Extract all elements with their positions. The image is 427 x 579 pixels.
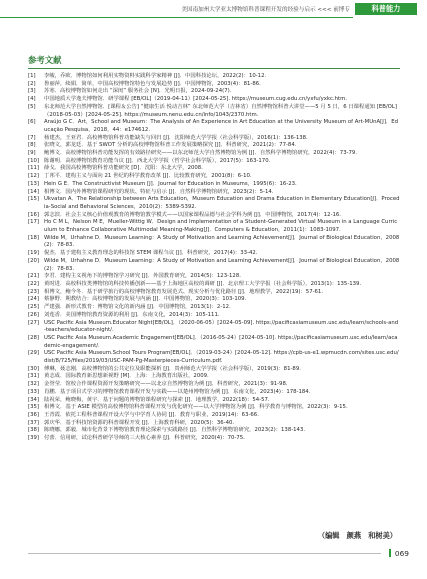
reference-text: Wilde M，Urhahne D．Museum Learning：A Study of Motivation and Learning Achievement[J]．Journal of Biological Education，2008(2)：78-83. (44, 234, 400, 249)
reference-text: 付蕾．信用研，试论科普研学导师的三大核心素养 [J]．科普研究，2020(4)：70-75. (44, 435, 245, 442)
reference-number: [17] (28, 219, 39, 226)
reference-item (28, 281, 400, 289)
reference-number: [9] (28, 150, 36, 157)
reference-number: [29] (28, 350, 39, 357)
reference-text: 黄志成．国际教育新思想新视野 [M]．上海：上海教育出版社，2009. (44, 373, 209, 380)
reference-text: 薛戈．我国高校博物馆科普功能研究 [D]．沈阳：东北大学，2008. (44, 165, 203, 172)
reference-number: [37] (28, 419, 39, 426)
reference-number: [14] (28, 188, 39, 195)
reference-number: [1] (28, 73, 36, 79)
reference-text: 郭庆华．基于科技馆资源的科普课程开发 [J]．上海教育科研，2020(5)：36-40. (44, 419, 235, 426)
reference-item (28, 73, 400, 81)
reference-item (28, 165, 400, 173)
reference-number: [34] (28, 396, 39, 403)
reference-text: Araújo G C．Art，School and Museum：The Analysis of An Experience in Art Education at the University Museum of Art-MUnA[J]．Educação Pesquisa，2018，44：e174612. (44, 119, 399, 133)
reference-number: [23] (28, 288, 39, 295)
reference-text: Ho C M L，Nelson M E，Mueller-Wittig W．Design and Implementation of a Student-Generated Virtual Museum in a Language Curriculum to Enhance Collaborative Multimodal Meaning-Making[J]．Computers & Education，2011(1)：1083-1097. (44, 219, 398, 234)
reference-text: 鲍博文．高校博物馆科普功能发挥的有效路径研究——以东北师范大学自然博物馆为例 [J]．自然科学博物馆研究，2022(4)：73-79. (44, 150, 358, 157)
reference-text: 杨建杰，王亚君．高校博物馆科普功能缺失与回归 [J]．沈阳师范大学学报（社会科学版），2016(1)：136-138. (44, 134, 308, 141)
reference-text: 苏寒．高校博物馆如何走出 “深闺” 服务社会 [N]．光明日报，2024-09-24(7). (44, 88, 232, 95)
reference-item (28, 119, 400, 134)
reference-item (28, 320, 400, 335)
reference-number: [30] (28, 365, 39, 372)
reference-item (28, 296, 400, 304)
reference-number: [3] (28, 88, 36, 95)
reference-item (28, 96, 400, 104)
reference-item (28, 173, 400, 181)
reference-text: 刘莲香．美国博物馆教育资源的利用 [J]．东南文化，2014(3)：105-111. (44, 311, 220, 318)
reference-item (28, 404, 400, 412)
reference-number: [33] (28, 388, 39, 395)
reference-number: [22] (28, 280, 39, 287)
reference-text: 东北师范大学自然博物馆．[课程＆公告] “健康生活 悦动吉林” 东北师范大学（吉林省）自然博物馆科普大讲堂——5 月 5 日，6 日课程通知 [EB/OL]（2018-05-03）[2024-05-25]. https://museum.nenu.edu.cn/info/1043/2370.htm. (44, 103, 397, 118)
reference-item (28, 104, 400, 119)
reference-text: 鲁丽萍，续娟．简单，中国高校博物馆特色与发展趋势 [J]．中国博物馆，2003(4)：81-86. (44, 80, 261, 87)
reference-text: 蔡静野．期教结合：高校博物馆的发展与内涵 [J]．中国博物馆，2020(3)：103-109. (44, 296, 247, 303)
reference-number: [28] (28, 334, 39, 341)
reference-item (28, 427, 400, 435)
reference-text: 王青霞．依托工程科普课程开设大学与中学育人协同 [J]．教育与职业，2019(14)：63-66. (44, 411, 259, 418)
reference-item (28, 181, 400, 189)
reference-number: [7] (28, 134, 36, 141)
reference-number: [27] (28, 319, 39, 326)
reference-item (28, 350, 400, 365)
reference-item (28, 88, 400, 96)
editors-credit: （编辑 颜燕 和树美） (317, 531, 397, 540)
reference-item (28, 373, 400, 381)
reference-number: [16] (28, 211, 39, 218)
reference-item (28, 212, 400, 220)
reference-number: [31] (28, 373, 39, 380)
header-rule (0, 17, 353, 18)
reference-item (28, 335, 400, 350)
reference-item (28, 304, 400, 312)
reference-item (28, 435, 400, 443)
reference-item (28, 250, 400, 258)
reference-item (28, 312, 400, 320)
reference-number: [20] (28, 257, 39, 264)
reference-item (28, 258, 400, 273)
reference-number: [11] (28, 165, 39, 172)
reference-number: [21] (28, 273, 39, 280)
reference-text: Ukvatan A．The Relationship between Arts Education，Museum Education and Drama Education in Elementary Education[J]．Procedia-Social and Behavioral Sciences，2010(2)：5389-5392. (44, 196, 400, 210)
reference-number: [8] (28, 142, 36, 149)
reference-text: Wilde M，Urhahne D．Museum Learning：A Study of Motivation and Learning Achievement[J]．Journal of Biological Education，2008(2)：78-83. (44, 257, 400, 272)
reference-number: [12] (28, 173, 39, 180)
reference-text: USC Pacific Asia Museum.Educator Night[EB/OL]．（2020-06-05）[2024-05-09]. https://pacificasiamuseum.usc.edu/learn/schools-and-teachers/educator-night/. (44, 319, 399, 334)
reference-text: 相博文，鲍今冬．基于研学旅行的高校博物馆教育发展范式、现实分析与优化路径 [J]．地理教学，2022(19)：57-61. (44, 288, 324, 295)
reference-text: USC Pacific Asia Museum.Academic Engagement[EB/OL]．（2016-05-24）[2024-05-10]. https://pacificasiamuseum.usc.edu/learn/academic-engagement/. (44, 334, 398, 349)
reference-text: 严建强．新形式教育：博物馆文化的新内涵 [J]．中国博物馆，2013(1)：2-12. (44, 304, 231, 311)
reference-number: [32] (28, 381, 39, 388)
running-title-section: 前博专 (333, 7, 350, 13)
reference-text: 郭志滨．社会主义核心价值观教育的博物馆教学模式——以国家课程品德与社会学科为例 [J]．中国博物馆，2017(4)：12-16. (44, 211, 341, 218)
reference-text: USC Pacific Asia Museum.School Tours Program[EB/OL]．（2019-03-24）[2024-05-12]. https://cpb-us-e1.wpmucdn.com/sites.usc.edu/dist/8/725/files/2019/03/USC-PAM-Pg-Masterpieces-Curriculum.pdf. (44, 350, 399, 365)
reference-number: [15] (28, 196, 39, 203)
footer-rule (28, 553, 381, 554)
reference-text: 黄时进．高校科技类博物馆的科技传播创新——基于上海地区高校的调研 [J]．北京理工大学学报（社会科学版），2013(1)：135-139. (44, 280, 362, 287)
running-title-text: 美国南加州大学亚太博物馆科普课程开发的经验与启示 (181, 7, 316, 13)
reference-text: 陈晓娜，郭毅．城市化背景下博物馆教育理论探索与实践路径 [J]．自然科学博物馆研究，2023(2)：138-143. (44, 427, 306, 434)
reference-text: 李峻，乔欧．博物馆如何利用实物资料实践科学家精神 [J]．中国科技论坛，2022(2)：10-12. (44, 73, 267, 79)
reference-text: 张晓文，郭龙廷．基于 SWOT 分析的高校博物馆科普工作发展策略探究 [J]．科普研究，2021(2)：77-84. (44, 142, 297, 149)
page-number-bar (389, 549, 391, 557)
references-heading: 参考文献 (28, 55, 62, 65)
reference-number: [25] (28, 304, 39, 311)
reference-number: [2] (28, 80, 36, 87)
reference-text: 肖鹏．基于项目式学习的博物馆教育课程开发与实践——以楚州博物馆为例 [J]．东南文化，2023(4)：178-184. (44, 388, 311, 395)
reference-number: [26] (28, 311, 39, 318)
reference-text: 中国地质大学逸夫博物馆．研学课程 [EB/OL]（2019-04-11）[2024-05-25]. https://museum.cug.edu.cn/yxfu/yxkc.htm. (44, 96, 348, 103)
reference-number: [4] (28, 96, 36, 103)
reference-number: [24] (28, 296, 39, 303)
running-header (0, 0, 427, 20)
reference-item (28, 150, 400, 158)
reference-item (28, 273, 400, 281)
section-badge: 科普能力 (355, 3, 417, 15)
reference-number: [5] (28, 103, 36, 110)
reference-item (28, 235, 400, 250)
running-title (181, 5, 350, 13)
reference-item (28, 381, 400, 389)
reference-number: [35] (28, 404, 39, 411)
reference-number: [38] (28, 427, 39, 434)
reference-text: 陆祝荣，鲍晓梅，黄宇．基于问题的博物馆课程研究与探索 [J]．地理教学，2022(18)：54-57. (44, 396, 270, 403)
reference-number: [13] (28, 180, 39, 187)
reference-item (28, 142, 400, 150)
reference-text: Hein G E．The Constructivist Museum [J]．Journal for Education in Museums，1995(6)：16-23. (44, 180, 297, 187)
reference-item (28, 196, 400, 211)
reference-number: [6] (28, 119, 36, 126)
reference-text: 金誉莹．馆校合作课程资源开发策略研究——以北京自然博物馆为例 [J]．科普研究，2021(3)：91-98. (44, 381, 288, 388)
reference-text: 傅琳，聂志刚．高校博物馆的公共定位及职能探析 [J]．贵州师范大学学报（社会科学版），2019(3)：81-89. (44, 365, 301, 372)
page-number-text: 069 (394, 549, 409, 558)
reference-number: [39] (28, 435, 39, 442)
reference-number: [19] (28, 250, 39, 257)
reference-text: 相博文．基于 ASIE 模型的高校博物馆科普课程开发与优化研究——以大学博物馆为例 [J]．科学教育与博物馆，2022(3)：9-15. (44, 404, 348, 411)
reference-item (28, 219, 400, 234)
reference-number: [36] (28, 411, 39, 418)
reference-number: [10] (28, 157, 39, 164)
references-heading-rule (28, 68, 400, 69)
reference-text: 陈谢明．高校博物馆教育功能刍议 [J]．西北大学学报（哲学社会科学版），2017(5)：163-170. (44, 157, 271, 164)
reference-text: 相博文．国内外博物馆课程研究的现状、特征与启示 [J]．自然科学博物馆研究，2023(2)：5-14. (44, 188, 274, 195)
running-title-arrows: <<< (317, 7, 332, 13)
page-number (389, 549, 409, 558)
reference-item (28, 412, 400, 420)
reference-text: 倪杰．基于建构主义教育理念的科技馆 STEM 课程刍议 [J]．科普研究，2017(4)：33-42. (44, 250, 258, 257)
reference-item (28, 189, 400, 197)
reference-number: [18] (28, 234, 39, 241)
reference-text: 丁邦平．建构主义与面向 21 世纪的科学教育改革 [J]．比较教育研究，2001(8)：6-10. (44, 173, 252, 180)
reference-text: 李君．建构主义视角下的博物馆学习研究 [J]．外国教育研究，2014(5)：123-128. (44, 273, 241, 280)
reference-list (28, 73, 400, 443)
reference-item (28, 389, 400, 397)
